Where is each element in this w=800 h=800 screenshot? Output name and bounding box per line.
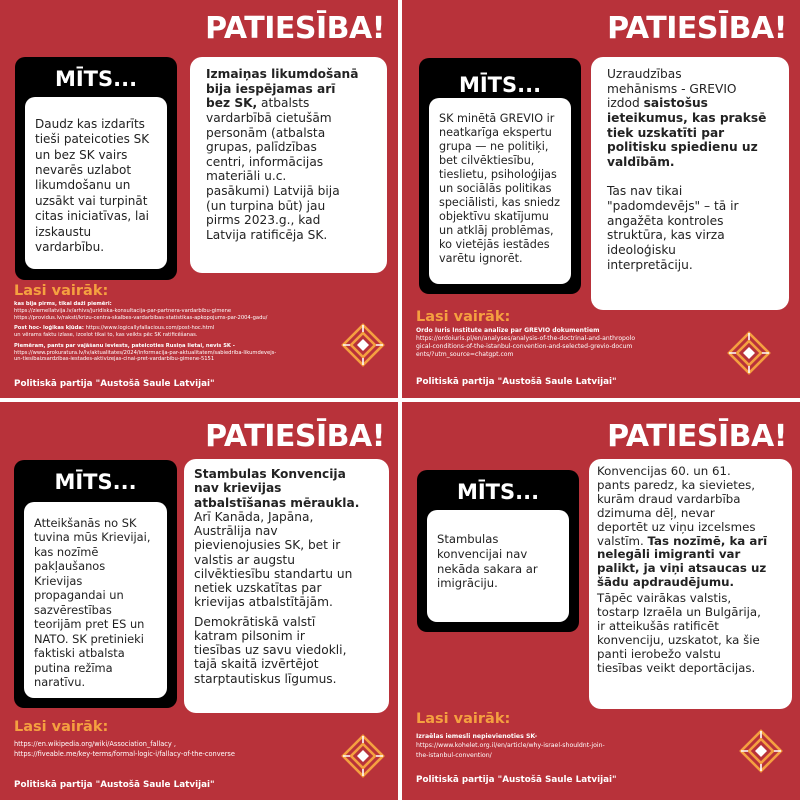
- read-more-label: Lasi vairāk:: [416, 711, 511, 727]
- myth-text: Daudz kas izdarīts tieši pateicoties SK un bez SK vairs nevarēs uzlabot likumdošanu un uzsākt vai turpināt citas iniciatīvas, lai izskaustu vardarbību.: [35, 117, 150, 254]
- truth-bold-text: Tas nozīmē, ka arī nelegāli imigranti var palikt, ja viņi atsaucas uz šādu apdraudējumu.: [597, 533, 768, 590]
- diamond-sun-logo-icon: [738, 728, 784, 774]
- reference-heading: Ordo Iuris Institute analīze par GREVIO dokumentiem: [416, 327, 600, 334]
- panel-title: PATIESĪBA!: [607, 419, 787, 454]
- truth-card: [190, 57, 387, 273]
- reference-link[interactable]: https://www.logicallyfallacious.com/post-hoc.html un vērams faktu izlase, izcelot tikai to, kas veikts pēc SK ratificēšanas.: [14, 325, 215, 338]
- myth-label: MĪTS...: [54, 470, 137, 494]
- panel-title: PATIESĪBA!: [205, 419, 385, 454]
- panel-title: PATIESĪBA!: [205, 11, 385, 46]
- read-more-label: Lasi vairāk:: [416, 309, 511, 325]
- read-more-label: Lasi vairāk:: [14, 283, 109, 299]
- references: [14, 301, 332, 363]
- myth-text: SK minētā GREVIO ir neatkarīga ekspertu grupa — ne politiķi, bet cilvēktiesību, tieslietu, psiholoģijas un sociālās politikas speciālisti, kas sniedz objektīvu skatījumu un atklāj problēmas, ko vietējās iestādes varētu ignorēt.: [439, 112, 560, 265]
- reference-link[interactable]: https://ziemellatvija.lv/arhivs/juridiska-konsultacija-par-partnera-vardarbibu-gimene https://providus.lv/raksti/krizu-centra-skalbes-vardarbibas-statistikas-apkopojums-par-2004-gadu/: [14, 307, 268, 321]
- diamond-sun-logo-icon: [726, 330, 772, 376]
- myth-box: [417, 470, 579, 632]
- truth-text: Uzraudzības mehānisms - GREVIO izdod: [607, 67, 737, 111]
- myth-box: [15, 57, 177, 280]
- party-footer: Politiskā partija "Austošā Saule Latvijai": [14, 780, 215, 790]
- truth-bold-text: Stambulas Konvencija nav krievijas atbalstīšanas mēraukla.: [194, 467, 360, 510]
- truth-text-2: Tāpēc vairākas valstis, tostarp Izraēla un Bulgārija, ir atteikušās ratificēt konvenciju, uzskatot, ka šie panti ierobežo valstu tiesības veikt deportācijas.: [597, 591, 761, 675]
- panel-3: [0, 402, 398, 800]
- reference-heading: Post hoc- loģikas kļūda:: [14, 325, 84, 332]
- diamond-sun-logo-icon: [340, 733, 386, 779]
- myth-box: [419, 58, 581, 294]
- panel-title: PATIESĪBA!: [607, 11, 787, 46]
- truth-card: [589, 459, 792, 709]
- truth-card: [591, 57, 789, 310]
- myth-label: MĪTS...: [458, 73, 542, 97]
- references: [416, 732, 716, 760]
- reference-heading: Izraēlas iemesli nepievienoties SK-: [416, 733, 538, 740]
- reference-heading: kas bija pirms, tikai daži piemēri:: [14, 301, 112, 307]
- myth-card: [24, 502, 167, 698]
- reference-link[interactable]: https://ordoiuris.pl/en/analyses/analysis-of-the-doctrinal-and-anthropolo gical-conditions-of-the-istanbul-convention-and-selected-grevio-docum ents/?utm_source=chatgpt.com: [416, 334, 636, 358]
- references: [14, 740, 314, 760]
- panel-1: [0, 0, 398, 398]
- truth-bold-text: Izmaiņas likumdošanā bija iespējamas arī bez SK,: [206, 67, 359, 111]
- myth-text: Atteikšanās no SK tuvina mūs Krievijai, kas nozīmē pakļaušanos Krievijas propagandai un sazvērestības teorijām pret ES un NATO. SK pretinieki faktiski atbalsta putina režīma naratīvu.: [34, 516, 151, 690]
- myth-card: [25, 97, 167, 269]
- reference-heading: Piemēram, pants par vajāšanu ieviests, pateicoties Rusiņa lietai, nevis SK -: [14, 342, 235, 349]
- truth-text: atbalsts vardarbībā cietušām personām (atbalsta grupas, palīdzības centri, informācijas materiāli u.c. pasākumi) Latvijā bija (un turpina būt) jau pirms 2023.g., kad Latvija ratificēja SK.: [206, 96, 340, 243]
- myth-card: [429, 98, 571, 284]
- references: [416, 327, 726, 359]
- diamond-sun-logo-icon: [340, 322, 386, 368]
- truth-text: Konvencijas 60. un 61. pants paredz, ka sievietes, kurām draud vardarbība dzimuma dēļ, nevar deportēt uz viņu izcelsmes valstīm.: [597, 464, 756, 548]
- party-footer: Politiskā partija "Austošā Saule Latvijai": [416, 775, 617, 785]
- myth-label: MĪTS...: [456, 480, 540, 504]
- panel-4: [402, 402, 800, 800]
- reference-link[interactable]: https://www.kohelet.org.il/en/article/why-israel-shouldnt-join- the-istanbul-convention/: [416, 742, 605, 759]
- myth-text: Stambulas konvencijai nav nekāda sakara ar imigrāciju.: [437, 532, 538, 591]
- truth-text-2: Demokrātiskā valstī katram pilsonim ir tiesības uz savu viedokli, tajā skaitā izvērtējot starptautiskus līgumus.: [194, 614, 347, 686]
- truth-bold-text: saistošus ieteikumus, kas praksē tiek uzskatīti par politisku spiedienu uz valdībām.: [607, 96, 767, 169]
- party-footer: Politiskā partija "Austošā Saule Latvijai": [14, 379, 215, 389]
- truth-card: [184, 459, 389, 713]
- truth-text: Arī Kanāda, Japāna, Austrālija nav pievienojusies SK, bet ir valstis ar augstu cilvēktiesību standartu un netiek uzskatītas par krievijas atbalstītājām.: [194, 509, 353, 610]
- truth-text-2: Tas nav tikai "padomdevējs" – tā ir angažēta kontroles struktūra, kas virza ideoloģisku interpretāciju.: [607, 184, 739, 272]
- panel-2: [402, 0, 800, 398]
- myth-card: [427, 510, 569, 622]
- read-more-label: Lasi vairāk:: [14, 719, 109, 735]
- myth-box: [14, 460, 177, 708]
- reference-link[interactable]: https://www.prokuratura.lv/lv/aktualitates/2024/informacija-par-aktualitatem/sabiedriba-likumdevejs- un-tiesibaizsardzibas-iestades-aktivizejas-cinai-pret-vardarbibu-gimene-5151: [14, 349, 277, 363]
- myth-label: MĪTS...: [54, 67, 138, 91]
- reference-link[interactable]: https://en.wikipedia.org/wiki/Association_fallacy , https://fiveable.me/key-terms/formal-logic-i/fallacy-of-the-converse: [14, 740, 235, 758]
- party-footer: Politiskā partija "Austošā Saule Latvijai": [416, 377, 617, 387]
